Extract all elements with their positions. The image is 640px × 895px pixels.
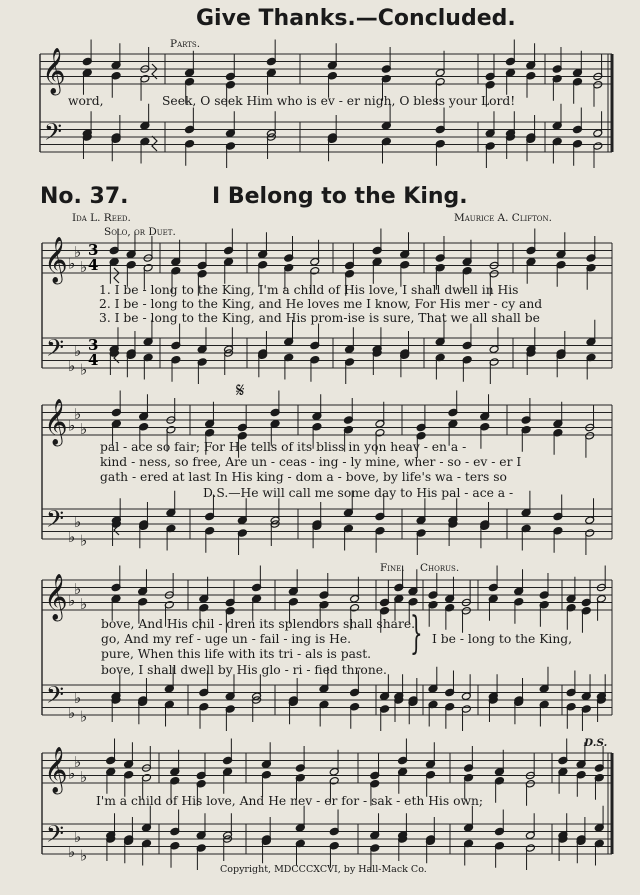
flat-sign: ♭ xyxy=(68,356,76,375)
prev-lyric-line: Seek, O seek Him who is ev - er nigh, O bless your Lord! xyxy=(162,94,516,108)
treble-clef: 𝄞 xyxy=(44,399,68,445)
composer: Maurice A. Clifton. xyxy=(454,212,552,224)
treble-clef: 𝄞 xyxy=(44,747,68,793)
s1-verse-1: 1. I be - long to the King, I'm a child of His love, I shall dwell in His xyxy=(99,283,519,297)
time-signature: 4 xyxy=(88,256,99,274)
prev-hymn-title: Give Thanks.—Concluded. xyxy=(196,6,516,31)
flat-sign: ♭ xyxy=(68,416,76,435)
s3-verse-1: bove, And His chil - dren its splendors shall share. xyxy=(101,617,416,631)
hymn-title: I Belong to the King. xyxy=(212,184,468,209)
parts-label: Parts. xyxy=(170,38,201,50)
flat-sign: ♭ xyxy=(68,842,76,861)
bass-clef: 𝄢 xyxy=(44,118,63,151)
bass-clef: 𝄢 xyxy=(46,820,65,853)
bass-clef: 𝄢 xyxy=(46,681,65,714)
flat-sign: ♭ xyxy=(74,243,82,261)
flat-sign: ♭ xyxy=(80,846,88,865)
treble-clef: 𝄞 xyxy=(44,574,68,620)
treble-clef: 𝄞 xyxy=(44,237,68,283)
flat-sign: ♭ xyxy=(68,254,76,273)
flat-sign: ♭ xyxy=(68,703,76,722)
bass-clef: 𝄢 xyxy=(46,505,65,538)
s4-lyric: I'm a child of His love, And He nev - er for - sak - eth His own; xyxy=(96,794,484,808)
s2-ds-line: D.S.—He will call me some day to His pal - ace a - xyxy=(203,486,514,500)
prev-lyric-word: word, xyxy=(68,94,104,108)
voice-label: Solo, or Duet. xyxy=(104,226,176,238)
chorus-label: Chorus. xyxy=(420,562,460,574)
s1-verse-2: 2. I be - long to the King, and He loves me I know, For His mer - cy and xyxy=(99,297,543,311)
flat-sign: ♭ xyxy=(80,420,88,438)
s3-ds-line: bove, I shall dwell by His glo - ri - fied throne. xyxy=(101,663,387,677)
flat-sign: ♭ xyxy=(68,591,76,610)
flat-sign: ♭ xyxy=(80,707,88,726)
flat-sign: ♭ xyxy=(80,595,88,613)
time-signature: 4 xyxy=(88,351,99,369)
lyricist: Ida L. Reed. xyxy=(72,212,131,224)
copyright: Copyright, MDCCCXCVI, by Hall-Mack Co. xyxy=(220,864,427,875)
segno-sign: 𝄋 xyxy=(236,378,245,402)
s3-verse-2: go, And my ref - uge un - fail - ing is He. xyxy=(101,632,352,646)
s2-verse-3: gath - ered at last In His king - dom a - bove, by life's wa - ters so xyxy=(100,470,507,484)
hymn-number: No. 37. xyxy=(40,184,129,209)
ds-mark: D.S. xyxy=(584,737,608,749)
s2-verse-1: pal - ace so fair; For He tells of its bliss in yon heav - en a - xyxy=(100,440,467,454)
flat-sign: ♭ xyxy=(68,764,76,783)
s2-verse-2: kind - ness, so free, Are un - ceas - ing - ly mine, wher - so - ev - er I xyxy=(100,455,522,469)
flat-sign: ♭ xyxy=(80,531,88,550)
rest xyxy=(114,268,119,283)
fine-label: Fine. xyxy=(380,562,405,574)
flat-sign: ♭ xyxy=(74,827,82,846)
flat-sign: ♭ xyxy=(74,512,82,531)
flat-sign: ♭ xyxy=(74,341,82,360)
chorus-lyric: I be - long to the King, xyxy=(432,632,573,646)
flat-sign: ♭ xyxy=(74,753,82,771)
flat-sign: ♭ xyxy=(68,527,76,546)
rest xyxy=(152,136,157,151)
treble-clef: 𝄞 xyxy=(42,48,66,94)
flat-sign: ♭ xyxy=(80,768,88,786)
time-signature: 3 xyxy=(88,241,99,259)
flat-sign: ♭ xyxy=(74,688,82,707)
time-signature: 3 xyxy=(88,336,99,354)
flat-sign: ♭ xyxy=(80,360,88,379)
verse-brace: } xyxy=(410,608,423,659)
flat-sign: ♭ xyxy=(74,405,82,423)
s1-verse-3: 3. I be - long to the King, and His prom-ise is sure, That we all shall be xyxy=(99,311,540,325)
flat-sign: ♭ xyxy=(74,580,82,598)
flat-sign: ♭ xyxy=(80,258,88,276)
s3-verse-3: pure, When this life with its tri - als is past. xyxy=(101,647,372,661)
bass-clef: 𝄢 xyxy=(46,334,65,367)
